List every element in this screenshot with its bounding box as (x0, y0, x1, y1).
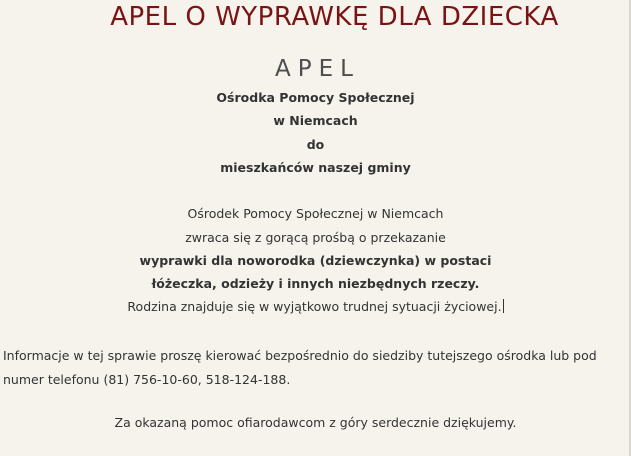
text-cursor (503, 299, 504, 313)
body-line-2: zwraca się z gorącą prośbą o przekazanie (185, 230, 446, 245)
page-title: APEL O WYPRAWKĘ DLA DZIECKA (110, 2, 559, 32)
header-line-location: w Niemcach (273, 113, 358, 128)
header-line-recipients: mieszkańców naszej gminy (220, 160, 411, 175)
thanks-line: Za okazaną pomoc ofiarodawcom z góry serdecznie dziękujemy. (114, 415, 517, 430)
contact-info-paragraph: Informacje w tej sprawie proszę kierować bezpośrednio do siedziby tutejszego ośrodka lub pod numer telefonu (81) 756-10-60, 518-124-188. (3, 348, 597, 387)
appeal-heading: APEL (275, 56, 360, 82)
body-line-5-text: Rodzina znajduje się w wyjątkowo trudnej sytuacji życiowej. (127, 299, 502, 314)
body-line-5 (0, 298, 631, 316)
body-line-4: łóżeczka, odzieży i innych niezbędnych rzeczy. (151, 276, 480, 291)
header-line-org: Ośrodka Pomocy Społecznej (216, 90, 415, 105)
header-line-to: do (306, 137, 325, 152)
body-line-3: wyprawki dla noworodka (dziewczynka) w postaci (139, 253, 492, 268)
body-line-1: Ośrodek Pomocy Społecznej w Niemcach (187, 206, 444, 221)
